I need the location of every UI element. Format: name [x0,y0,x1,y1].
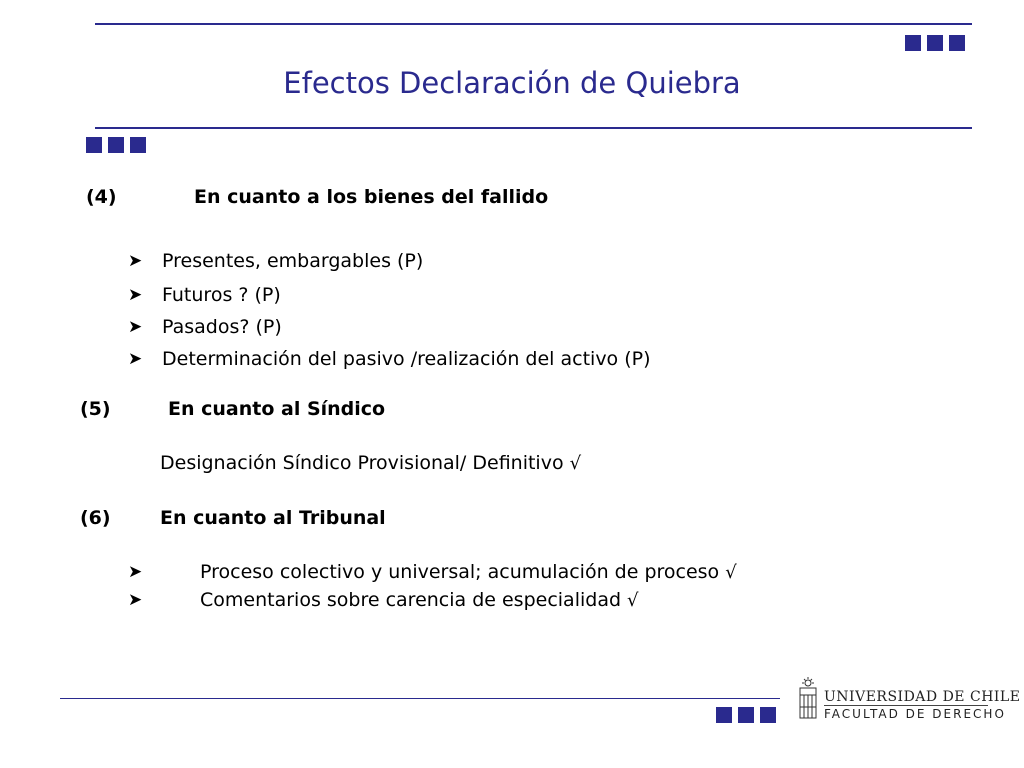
university-crest-icon [797,677,819,721]
section-5-heading [80,398,680,422]
arrow-bullet-icon: ➤ [128,590,143,610]
section-number: (4) [86,186,117,208]
top-rule [95,23,972,25]
arrow-bullet-icon: ➤ [128,285,143,305]
check-mark-icon: √ [627,590,639,611]
section-title: En cuanto al Tribunal [160,507,386,529]
section-4-heading [86,186,686,210]
section-6-heading [80,507,680,531]
left-squares [86,137,146,153]
list-item-text: Presentes, embargables (P) [162,250,424,272]
list-item-text: Pasados? (P) [162,316,282,338]
list-item-text: Futuros ? (P) [162,284,281,306]
section-number: (6) [80,507,111,529]
slide-title: Efectos Declaración de Quiebra [283,66,741,100]
arrow-bullet-icon: ➤ [128,251,143,271]
arrow-bullet-icon: ➤ [128,317,143,337]
arrow-bullet-icon: ➤ [128,349,143,369]
university-name: UNIVERSIDAD DE CHILE [824,689,1021,705]
list-item-text: Designación Síndico Provisional/ Definitivo [160,452,564,474]
title-rule [95,127,972,129]
bottom-rule [60,698,780,699]
section-5-item [160,452,581,474]
bottom-squares [716,707,776,723]
section-title: En cuanto a los bienes del fallido [194,186,549,208]
top-right-squares [905,35,965,51]
check-mark-icon: √ [725,562,737,583]
list-item-text: Comentarios sobre carencia de especialidad √ [200,589,639,611]
list-item-text: Determinación del pasivo /realización del activo (P) [162,348,651,370]
section-number: (5) [80,398,111,420]
faculty-name: FACULTAD DE DERECHO [824,707,1006,721]
arrow-bullet-icon: ➤ [128,562,143,582]
list-item-text: Proceso colectivo y universal; acumulación de proceso √ [200,561,737,583]
section-title: En cuanto al Síndico [168,398,386,420]
logo-divider [824,705,988,706]
check-mark-icon: √ [569,453,582,474]
